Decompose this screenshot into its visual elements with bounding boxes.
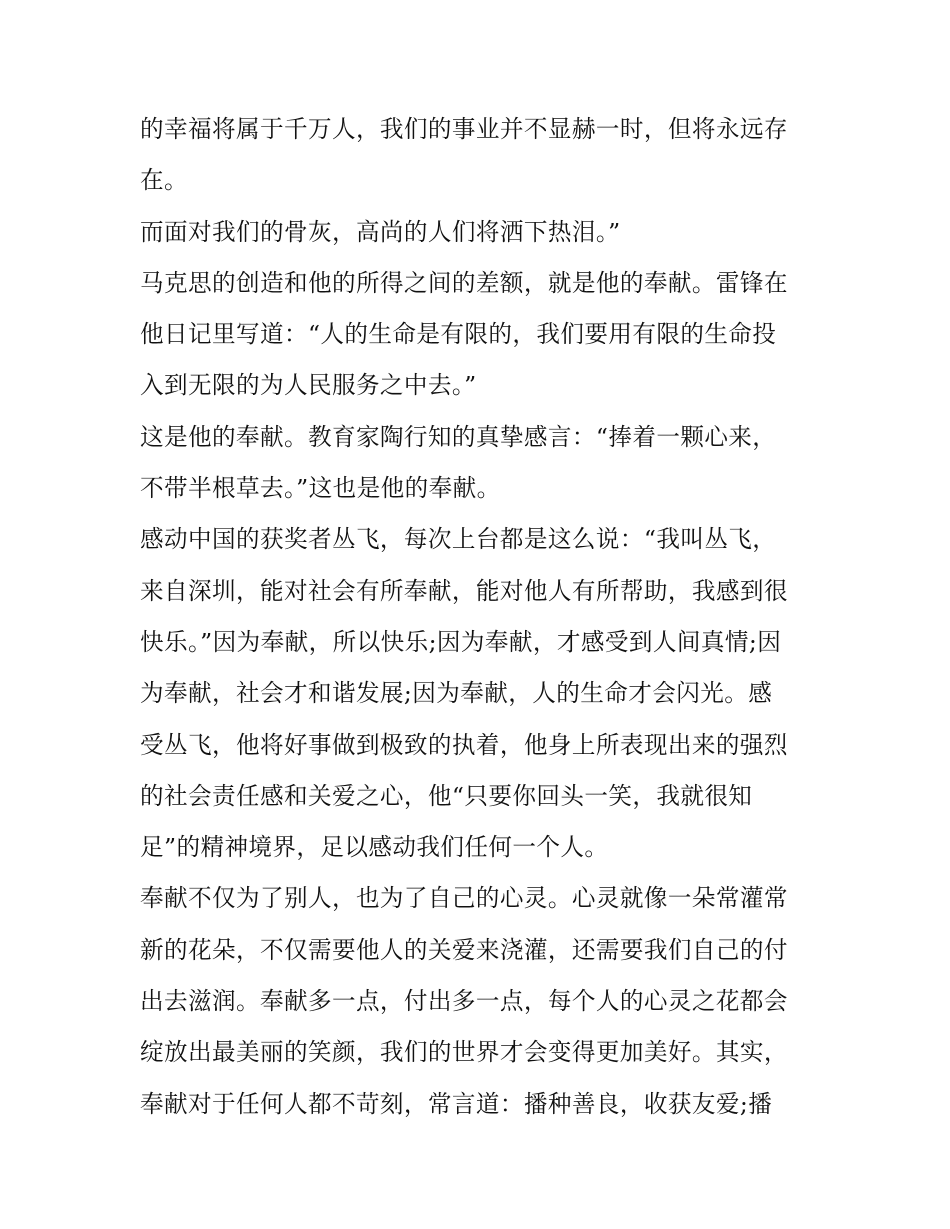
text-line: 新的花朵，不仅需要他人的关爱来浇灌，还需要我们自己的付 — [140, 935, 788, 964]
text-line: 为奉献，社会才和谐发展;因为奉献，人的生命才会闪光。感 — [140, 679, 773, 708]
text-line: 奉献对于任何人都不苛刻，常言道：播种善良，收获友爱;播 — [140, 1089, 773, 1118]
text-line: 在。 — [140, 166, 188, 195]
text-line: 这是他的奉献。教育家陶行知的真挚感言：“捧着一颗心来， — [140, 422, 777, 451]
text-line: 不带半根草去。”这也是他的奉献。 — [140, 474, 501, 503]
text-line: 马克思的创造和他的所得之间的差额，就是他的奉献。雷锋在 — [140, 268, 788, 297]
text-line: 受丛飞，他将好事做到极致的执着，他身上所表现出来的强烈 — [140, 730, 788, 759]
text-line: 的社会责任感和关爱之心，他“只要你回头一笑，我就很知 — [140, 781, 753, 810]
text-line: 快乐。”因为奉献，所以快乐;因为奉献，才感受到人间真情;因 — [140, 627, 782, 656]
text-line: 绽放出最美丽的笑颜，我们的世界才会变得更加美好。其实， — [140, 1038, 788, 1067]
text-line: 他日记里写道：“人的生命是有限的，我们要用有限的生命投 — [140, 320, 777, 349]
text-line: 而面对我们的骨灰，高尚的人们将洒下热泪。” — [140, 217, 621, 246]
text-line: 奉献不仅为了别人，也为了自己的心灵。心灵就像一朵常灌常 — [140, 884, 788, 913]
text-line: 足”的精神境界，足以感动我们任何一个人。 — [140, 833, 609, 862]
text-line: 的幸福将属于千万人，我们的事业并不显赫一时，但将永远存 — [140, 115, 788, 143]
text-line: 出去滋润。奉献多一点，付出多一点，每个人的心灵之花都会 — [140, 987, 788, 1016]
text-line: 入到无限的为人民服务之中去。” — [140, 371, 477, 400]
document-body-text — [140, 104, 830, 1130]
text-line: 来自深圳，能对社会有所奉献，能对他人有所帮助，我感到很 — [140, 576, 788, 605]
text-line: 感动中国的获奖者丛飞，每次上台都是这么说：“我叫丛飞， — [140, 525, 777, 554]
